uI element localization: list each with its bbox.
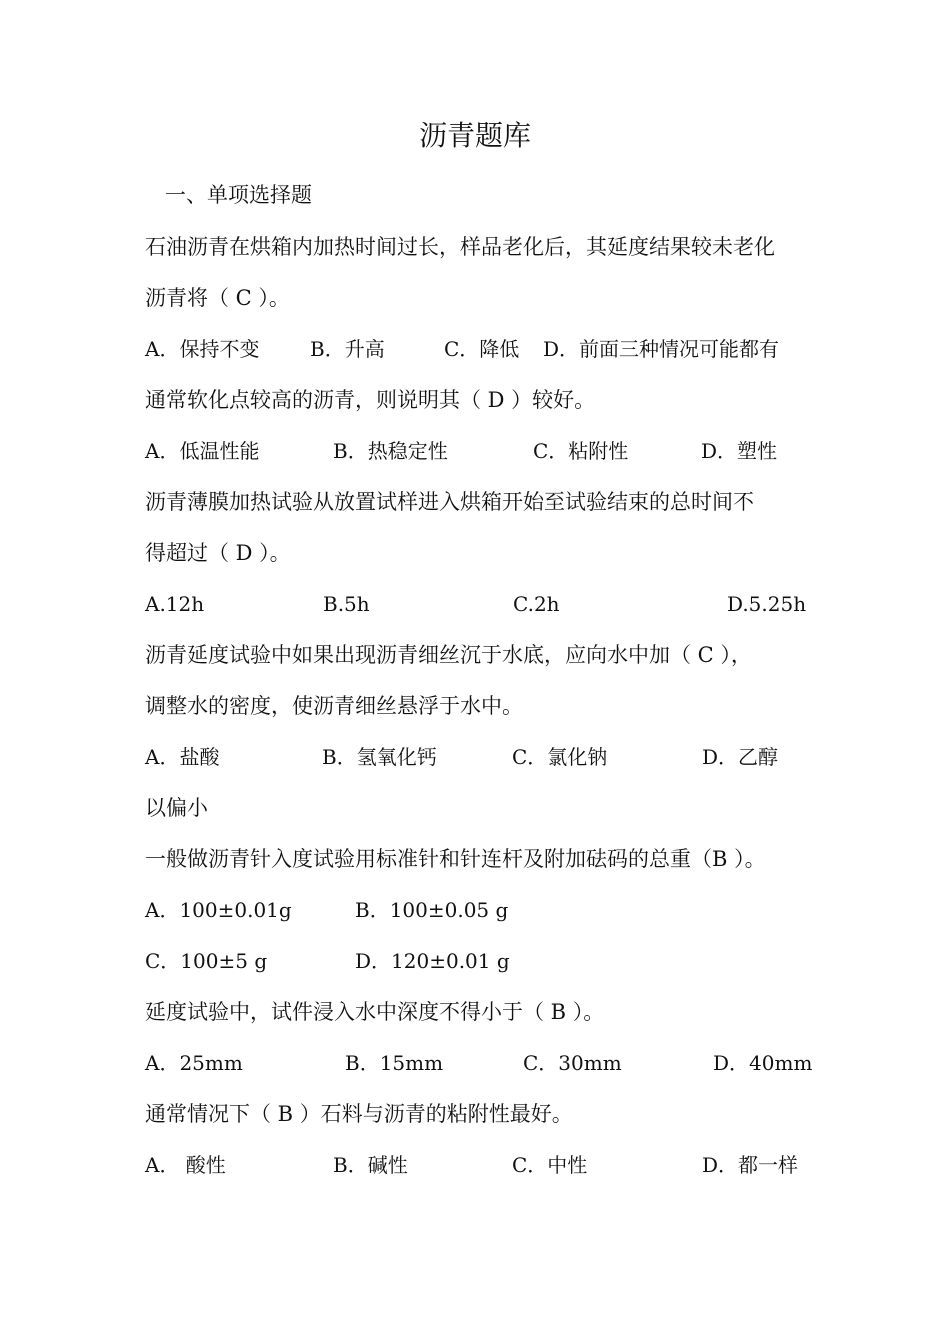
question-2-option-b: B．热稳定性 bbox=[333, 439, 448, 463]
text-fragment: 以偏小 bbox=[145, 796, 208, 820]
question-4-option-d: D．乙醇 bbox=[702, 745, 779, 769]
question-1-line-1: 石油沥青在烘箱内加热时间过长，样品老化后，其延度结果较未老化 bbox=[145, 235, 775, 259]
question-2-option-d: D．塑性 bbox=[701, 439, 778, 463]
question-3-line-1: 沥青薄膜加热试验从放置试样进入烘箱开始至试验结束的总时间不 bbox=[145, 490, 754, 514]
question-5-line-1: 一般做沥青针入度试验用标准针和针连杆及附加砝码的总重（B ）。 bbox=[145, 847, 766, 871]
question-5-option-b: B．100±0.05 g bbox=[355, 898, 509, 922]
question-7-line-1: 通常情况下（ B ）石料与沥青的粘附性最好。 bbox=[145, 1102, 573, 1126]
question-3-option-d: D.5.25h bbox=[727, 592, 807, 616]
question-4-option-c: C．氯化钠 bbox=[512, 745, 608, 769]
question-6-option-a: A．25mm bbox=[145, 1051, 243, 1075]
question-6-option-d: D．40mm bbox=[713, 1051, 813, 1075]
question-3-line-2: 得超过（ D ）。 bbox=[145, 541, 291, 565]
question-2-option-a: A．低温性能 bbox=[145, 439, 260, 463]
question-3-option-b: B.5h bbox=[323, 592, 370, 616]
question-4-option-a: A．盐酸 bbox=[145, 745, 220, 769]
question-3-option-c: C.2h bbox=[513, 592, 560, 616]
question-7-option-b: B．碱性 bbox=[333, 1153, 408, 1177]
page-title: 沥青题库 bbox=[418, 119, 531, 152]
question-4-line-1: 沥青延度试验中如果出现沥青细丝沉于水底，应向水中加（ C ）， bbox=[145, 643, 752, 667]
question-7-option-d: D．都一样 bbox=[702, 1153, 799, 1177]
question-2-line-1: 通常软化点较高的沥青，则说明其（ D ）较好。 bbox=[145, 388, 596, 412]
question-1-option-d: D．前面三种情况可能都有 bbox=[543, 337, 780, 361]
section-heading: 一、单项选择题 bbox=[165, 183, 312, 207]
question-2-option-c: C．粘附性 bbox=[533, 439, 629, 463]
question-6-line-1: 延度试验中，试件浸入水中深度不得小于（ B ）。 bbox=[145, 1000, 605, 1024]
question-1-option-a: A．保持不变 bbox=[145, 337, 260, 361]
question-7-option-a: A． 酸性 bbox=[145, 1153, 226, 1177]
question-6-option-b: B．15mm bbox=[345, 1051, 444, 1075]
question-1-line-2: 沥青将（ C ）。 bbox=[145, 286, 290, 310]
question-5-option-a: A．100±0.01g bbox=[145, 898, 292, 922]
question-7-option-c: C．中性 bbox=[512, 1153, 588, 1177]
question-1-option-b: B．升高 bbox=[310, 337, 385, 361]
question-4-option-b: B．氢氧化钙 bbox=[322, 745, 437, 769]
question-5-option-c: C．100±5 g bbox=[145, 949, 268, 973]
question-6-option-c: C．30mm bbox=[523, 1051, 622, 1075]
question-3-option-a: A.12h bbox=[145, 592, 205, 616]
question-4-line-2: 调整水的密度，使沥青细丝悬浮于水中。 bbox=[145, 694, 523, 718]
question-5-option-d: D．120±0.01 g bbox=[355, 949, 510, 973]
question-1-option-c: C．降低 bbox=[444, 337, 520, 361]
